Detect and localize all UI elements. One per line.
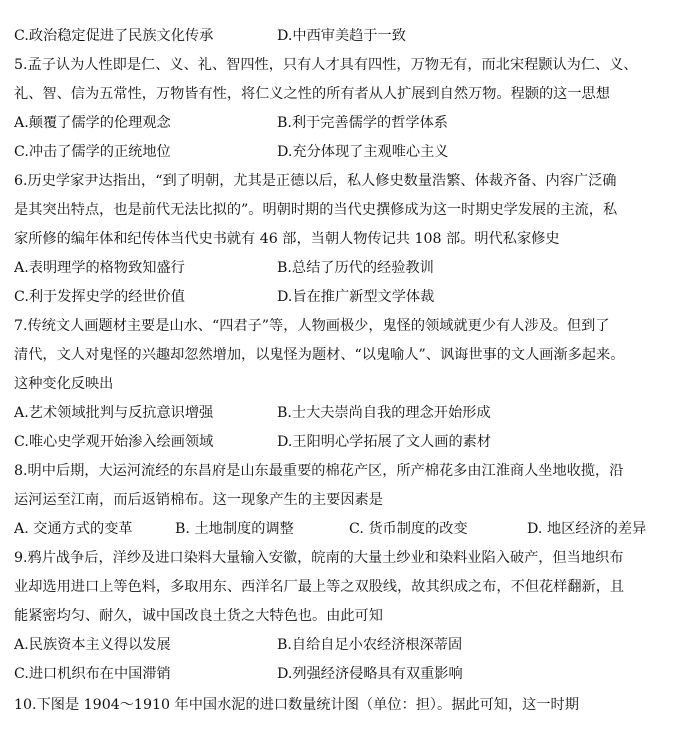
question-5-stem-line-2: 礼、智、信为五常性，万物皆有性，将仁义之性的所有者从人扩展到自然万物。程颢的这一思想 bbox=[14, 86, 610, 102]
option-c: C.冲击了儒学的正统地位 bbox=[14, 144, 171, 160]
question-8-stem-line-1: 8.明中后期，大运河流经的东昌府是山东最重要的棉花产区，所产棉花多由江淮商人坐地收揽，沿 bbox=[14, 463, 624, 479]
question-6-stem-line-1: 6.历史学家尹达指出，“到了明朝，尤其是正德以后，私人修史数量浩繁、体裁齐备、内容广泛确 bbox=[14, 173, 617, 189]
option-d: D.旨在推广新型文学体裁 bbox=[277, 289, 435, 305]
question-6-stem-line-2: 是其突出特点，也是前代无法比拟的”。明朝时期的当代史撰修成为这一时期史学发展的主流，私 bbox=[14, 202, 618, 218]
prev-question-options-row bbox=[14, 24, 682, 48]
question-7-stem-line-1: 7.传统文人画题材主要是山水、“四君子”等，人物画极少，鬼怪的领域就更少有人涉及。但到了 bbox=[14, 318, 610, 334]
question-5-stem-line-1: 5.孟子认为人性即是仁、义、礼、智四性，只有人才具有四性，万物无有，而北宋程颢认为仁、义、 bbox=[14, 57, 638, 73]
question-10-stem-line-1: 10.下图是 1904～1910 年中国水泥的进口数量统计图（单位：担）。据此可知，这一时期 bbox=[14, 697, 579, 713]
question-7-options-row-2 bbox=[14, 430, 682, 454]
option-c: C.政治稳定促进了民族文化传承 bbox=[14, 28, 214, 44]
question-9-options-row-2 bbox=[14, 662, 682, 686]
question-7-stem-line-3: 这种变化反映出 bbox=[14, 376, 114, 392]
question-6-options-row-2 bbox=[14, 285, 682, 309]
option-d: D.列强经济侵略具有双重影响 bbox=[277, 666, 463, 682]
option-b: B.总结了历代的经验教训 bbox=[277, 260, 434, 276]
question-6-options-row-1 bbox=[14, 256, 682, 280]
question-6-stem-line-3: 家所修的编年体和纪传体当代史书就有 46 部，当朝人物传记共 108 部。明代私家修史 bbox=[14, 231, 560, 247]
question-8-stem-line-2: 运河运至江南，而后返销棉布。这一现象产生的主要因素是 bbox=[14, 492, 383, 508]
option-b: B.自给自足小农经济根深蒂固 bbox=[277, 637, 463, 653]
option-d: D.中西审美趋于一致 bbox=[277, 28, 406, 44]
option-d: D. 地区经济的差异 bbox=[527, 521, 647, 537]
question-7-options-row-1 bbox=[14, 401, 682, 425]
option-d: D.王阳明心学拓展了文人画的素材 bbox=[277, 434, 492, 450]
option-a: A.民族资本主义得以发展 bbox=[14, 637, 171, 653]
option-c: C.唯心史学观开始渗入绘画领域 bbox=[14, 434, 214, 450]
question-7-stem-line-2: 清代，文人对鬼怪的兴趣却忽然增加，以鬼怪为题材、“以鬼喻人”、讽诲世事的文人画渐多起来。 bbox=[14, 347, 625, 363]
option-a: A.表明理学的格物致知盛行 bbox=[14, 260, 185, 276]
option-d: D.充分体现了主观唯心主义 bbox=[277, 144, 449, 160]
option-b: B.利于完善儒学的哲学体系 bbox=[277, 115, 448, 131]
question-9-stem-line-2: 业却选用进口上等色料，多取用东、西洋名厂最上等之双股线，故其织成之布，不但花样翻新，且 bbox=[14, 579, 625, 595]
option-c: C.利于发挥史学的经世价值 bbox=[14, 289, 185, 305]
question-9-options-row-1 bbox=[14, 633, 682, 657]
question-9-stem-line-1: 9.鸦片战争后，洋纱及进口染料大量输入安徽，皖南的大量土纱业和染料业陷入破产，但当地织布 bbox=[14, 550, 624, 566]
question-9-stem-line-3: 能紧密均匀、耐久，诚中国改良土货之大特色也。由此可知 bbox=[14, 608, 383, 624]
option-c: C. 货币制度的改变 bbox=[349, 521, 468, 537]
question-5-options-row-1 bbox=[14, 111, 682, 135]
question-8-options-row bbox=[14, 517, 682, 541]
option-c: C.进口机织布在中国滞销 bbox=[14, 666, 171, 682]
option-a: A. 交通方式的变革 bbox=[14, 521, 133, 537]
option-b: B.士大夫崇尚自我的理念开始形成 bbox=[277, 405, 491, 421]
option-a: A.颠覆了儒学的伦理观念 bbox=[14, 115, 171, 131]
question-5-options-row-2 bbox=[14, 140, 682, 164]
option-a: A.艺术领域批判与反抗意识增强 bbox=[14, 405, 214, 421]
option-b: B. 土地制度的调整 bbox=[175, 521, 294, 537]
